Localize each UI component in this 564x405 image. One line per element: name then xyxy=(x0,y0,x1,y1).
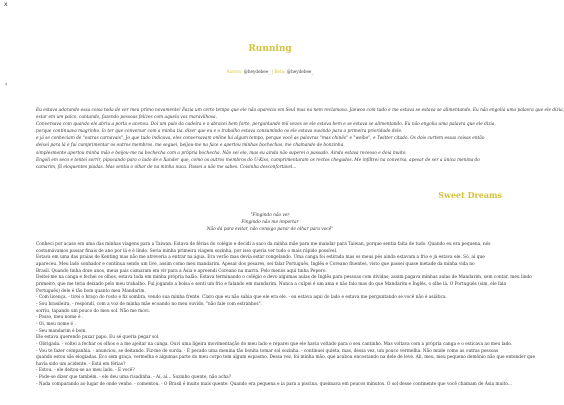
paragraph-line: porque continuava magrinho. Io ter que conversar com a minha tia, dizer que eu e o trabalho estava consumindo os ele estava ouvindo para a primeira prioridade dele. xyxy=(36,129,403,135)
paragraph-line: - Nada comparando ao lugar de onde venho. - comentou. - O Brasil é muito mais quente. Quando era pequena e ia para a piscina, queimava em poucos minutos. O sol desse continente que você chamam de Ásia muito... xyxy=(36,381,512,387)
paragraph-line: costumávamos passar finais de ano por lá e é lindo. Seria minha primeira viagem sozinha, por isso queria ver tudo o mais rápido possível. xyxy=(36,248,338,254)
post-meta xyxy=(0,69,540,74)
author-handle[interactable]: @heydebee_ xyxy=(243,69,271,74)
post-title-sweet-dreams: Sweet Dreams xyxy=(438,190,502,200)
post-body-sweet-dreams xyxy=(36,242,536,388)
paragraph-line: Ele estava querendo puxar papo. Eu sé queria pegar sol. xyxy=(36,335,160,341)
paragraph-line: Eu estava adorando essa coisa toda de ver meu primo novamente! Fazia um certo tempo que ele não aparecia em Seul mas eu nem reclamava. Jaewoo com tudo e me estava se estava se alimentando. Eu não engolia uma palavra que ele dizia, xyxy=(36,108,564,113)
paragraph-line: - Sou brasileira, - respondi, com a voz de minha mãe ecoando no meu ouvido, "não fale com estranhos". xyxy=(36,301,262,307)
paragraph-line: - Obrigada. - voltei a fechar os olhos e a me ajeitar na canga. Ouvi uma ligeira movimentação do meu lado e reparei que ele havia voltado para o seu cantinho. Mas voltava com a própria canga e o esticava ao meu lado. xyxy=(36,341,513,347)
quote-line: Fingindo não me importar xyxy=(241,220,299,226)
paragraph-line: Deitei-me na canga e fechei os olhos, estava toda em minha própria balão. Estava terminando o colégio e devo algumas aulas de Inglês para pessoas com dívidas; assim pagava minhas aulas de Mandarim, sem contar, meu lindo xyxy=(36,275,532,281)
paragraph-line: - Oi, meu nome é . xyxy=(36,321,76,327)
paragraph-line: deixei para lá e fui cumprimentar os outros membros. me seguei, beijou-me na face e apertou minhas bochechas, me chamando de bonzinha. xyxy=(36,143,345,149)
paragraph-line: estar em um palco, cantando, fazendo pessoas felizes com aquela voz maravilhosa. xyxy=(36,115,217,121)
paragraph-line: e já se conheciam de "outras carnavais", Jo que tudo indicava, eles conversavam online há algum tempo, porque você as palavras "mas chinês" e "weibo", e Twitter citado. Os dois curtem essas coisas então xyxy=(36,136,485,142)
paragraph-line: Conheci por acaso em uma das minhas viagens para a Taiwan. Estava de férias do colégio e decidi a saco da minha mãe para me mandar para Taiwan, porque sentia falta de tudo. Quando eu era pequena, nós xyxy=(36,242,491,247)
paragraph-line: apareceu. Meu lado sonhador e continua sendo um live, assim como meu mandarim. Apesar dos pesares, sei falar Português, Inglês e Coreano fluentes, visto que passei quase metade da minha vida no xyxy=(36,261,475,267)
paragraph-line: Estava em uma das praias de Kenting mas não me atreveria a entrar na água. Era verão mas devia estar congelando. Uma canga foi estirada mas os meus pés ainda estavam a frio e já estava ele. Só, aí que xyxy=(36,255,485,261)
paragraph-line: Conversava com quando ele abriu a porta e acenou. Doi um pulo da cadeira e o abracei bem forte, perguntando mil vezes se ele estava bem e se estava se alimentando. Eu não engolia uma palavra que ele dizia, xyxy=(36,122,496,128)
paragraph-line: - Seu mandarim é bom. xyxy=(36,328,87,334)
paragraph-line: primeiro, que me teria deixado pelo meu trabalho. Fui jogando a bolsa e senti um frio e falando em mandarim. Nunca a culpei é um ama e não falo mas do que Mandarim e Inglês, o olhe lá. O Português (sim, ele fala xyxy=(36,281,507,287)
post-title: Running xyxy=(248,44,292,54)
back-arrow-icon[interactable]: ‹ xyxy=(5,81,8,88)
paragraph-line: simplesmente apertou minha mão e beijou-me na bochecha com a própria bochecha. Não sei ele, mas eu ainda não superei o passado. Ainda estava receoso e doía muito. xyxy=(36,150,407,156)
post-body-running xyxy=(36,107,564,171)
paragraph-line: - Pode-se dizer que também. - ele deu uma risadinha. - Aí, aí... Sozinho quente, não acha? xyxy=(36,375,232,381)
paragraph-line: Português) dele é tão bom quanto meu Mandarim. xyxy=(36,288,146,294)
paragraph-line: quando estou são elogiadas. Eco sem graça, vermelha e algumas parte do meu corpo tem algum espasmo. Dessa vez, foi minha mão, que acabou encostando na dele de leve. Ali, meu, meu pequeno demônio não que entender que xyxy=(36,355,536,361)
paragraph-line: Brasil. Quando tinha doze anos, meus pais cismaram em vir para a Ásia e apreendi Coreano na marra. Pelo menos aqui tinha Pepero. xyxy=(36,268,327,274)
beta-handle[interactable]: @heydebee_ xyxy=(286,69,314,74)
epigraph-quote xyxy=(0,212,540,233)
paragraph-line: - Estou. - ele deitou-se ao meu lado. - E você? xyxy=(36,368,135,374)
paragraph-line: camarim, fã eloquentes piadas. Mas sentia o olhar de na minha nuca. Passei a não me sabes. Coisinha desconfortável... xyxy=(36,164,297,170)
close-icon[interactable]: x xyxy=(4,1,8,8)
quote-line: "Fingindo não ver xyxy=(250,213,290,218)
paragraph-line: Engoli em seco e tentei sorrir, pipocando para o lado de e Xander que, como os outros membros do U-Kiss, cumprimentaram os rectos chegados. Me infiltrei na conversa, apesar de ser a única menina do xyxy=(36,157,480,163)
beta-label: | Beta: xyxy=(271,69,286,74)
paragraph-line: - Com licença, - tirei o braço do rosto e fiz sombra, vendo sua minha frente. Claro que eu não sabia que ele era ele. - eu estava aqui do lado e estava me perguntando se você não é asiática. xyxy=(36,295,447,301)
quote-line: Não dá para evitar, não consigo parar de olhar para você" xyxy=(206,227,334,233)
author-label: Autora: xyxy=(226,69,243,74)
paragraph-line: havia sido um acidente. - Está em férias? xyxy=(36,361,126,367)
paragraph-line: - Posso, meu nome é . xyxy=(36,315,84,321)
paragraph-line: - Vou te fazer companhia. - anunciou, se deitando. Fiz-me de surda. - É pecado uma menina tão bonita tomar sol sozinha. - continuei quieta, mas, dessa vez, um pouco vermelha. Não mude como as outras pessoas xyxy=(36,348,499,354)
paragraph-line: sorriu, tapando um pouco do meu sol. Não me movi. xyxy=(36,308,150,314)
